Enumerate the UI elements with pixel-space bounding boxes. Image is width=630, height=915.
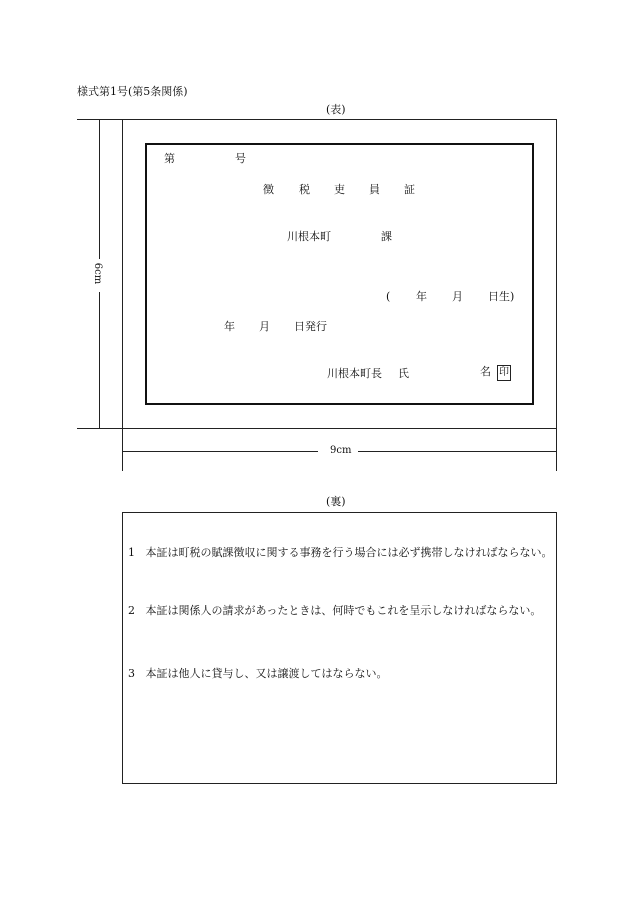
- back-item-3-text: 本証は他人に貸与し、又は譲渡してはならない。: [145, 667, 388, 680]
- mayor-title: 川根本町長: [327, 367, 382, 380]
- name-label-b: [480, 365, 511, 381]
- number-label-a: 第: [164, 152, 175, 165]
- birth-month: 月: [452, 290, 463, 303]
- department-suffix: 課: [381, 230, 392, 243]
- width-dim-line-left: [122, 451, 318, 452]
- front-bottom-line: [77, 428, 557, 429]
- card-title-char-5: 証: [404, 183, 415, 196]
- front-left-line: [122, 119, 123, 471]
- issue-month: 月: [259, 320, 270, 333]
- card-title-char-3: 吏: [334, 183, 345, 196]
- back-item-1: [128, 545, 563, 561]
- card-title-char-2: 税: [299, 183, 310, 196]
- card-title-char-1: 徴: [263, 183, 274, 196]
- width-dim-line-right: [358, 451, 556, 452]
- height-label: 6cm: [92, 262, 104, 285]
- issue-day: 日発行: [294, 320, 327, 333]
- front-heading: (表): [326, 103, 346, 116]
- back-item-2-text: 本証は関係人の請求があったときは、何時でもこれを呈示しなければならない。: [145, 604, 542, 617]
- name-label-a: 氏: [398, 367, 409, 380]
- birth-open: (: [386, 290, 391, 303]
- back-heading: (裏): [326, 495, 346, 508]
- front-top-line: [77, 119, 557, 120]
- number-label-b: 号: [235, 152, 246, 165]
- width-label: 9cm: [330, 445, 352, 456]
- back-item-3-num: 3: [128, 667, 135, 680]
- card-title-char-4: 員: [369, 183, 380, 196]
- form-title: 様式第1号(第5条関係): [77, 85, 188, 98]
- back-item-1-text: 本証は町税の賦課徴収に関する事務を行う場合には必ず携帯しなければならない。: [145, 546, 553, 559]
- name-label-b-text: 名: [480, 365, 491, 378]
- birth-day: 日生): [488, 290, 515, 303]
- height-dim-line-bottom: [99, 292, 100, 428]
- back-item-3: [128, 666, 553, 682]
- back-item-2-num: 2: [128, 604, 135, 617]
- issue-year: 年: [224, 320, 235, 333]
- back-item-2: [128, 603, 553, 619]
- back-item-1-num: 1: [128, 546, 135, 559]
- birth-year: 年: [416, 290, 427, 303]
- department-town: 川根本町: [287, 230, 331, 243]
- front-right-line: [556, 119, 557, 471]
- seal-mark: 印: [497, 365, 511, 381]
- height-dim-line-top: [99, 119, 100, 259]
